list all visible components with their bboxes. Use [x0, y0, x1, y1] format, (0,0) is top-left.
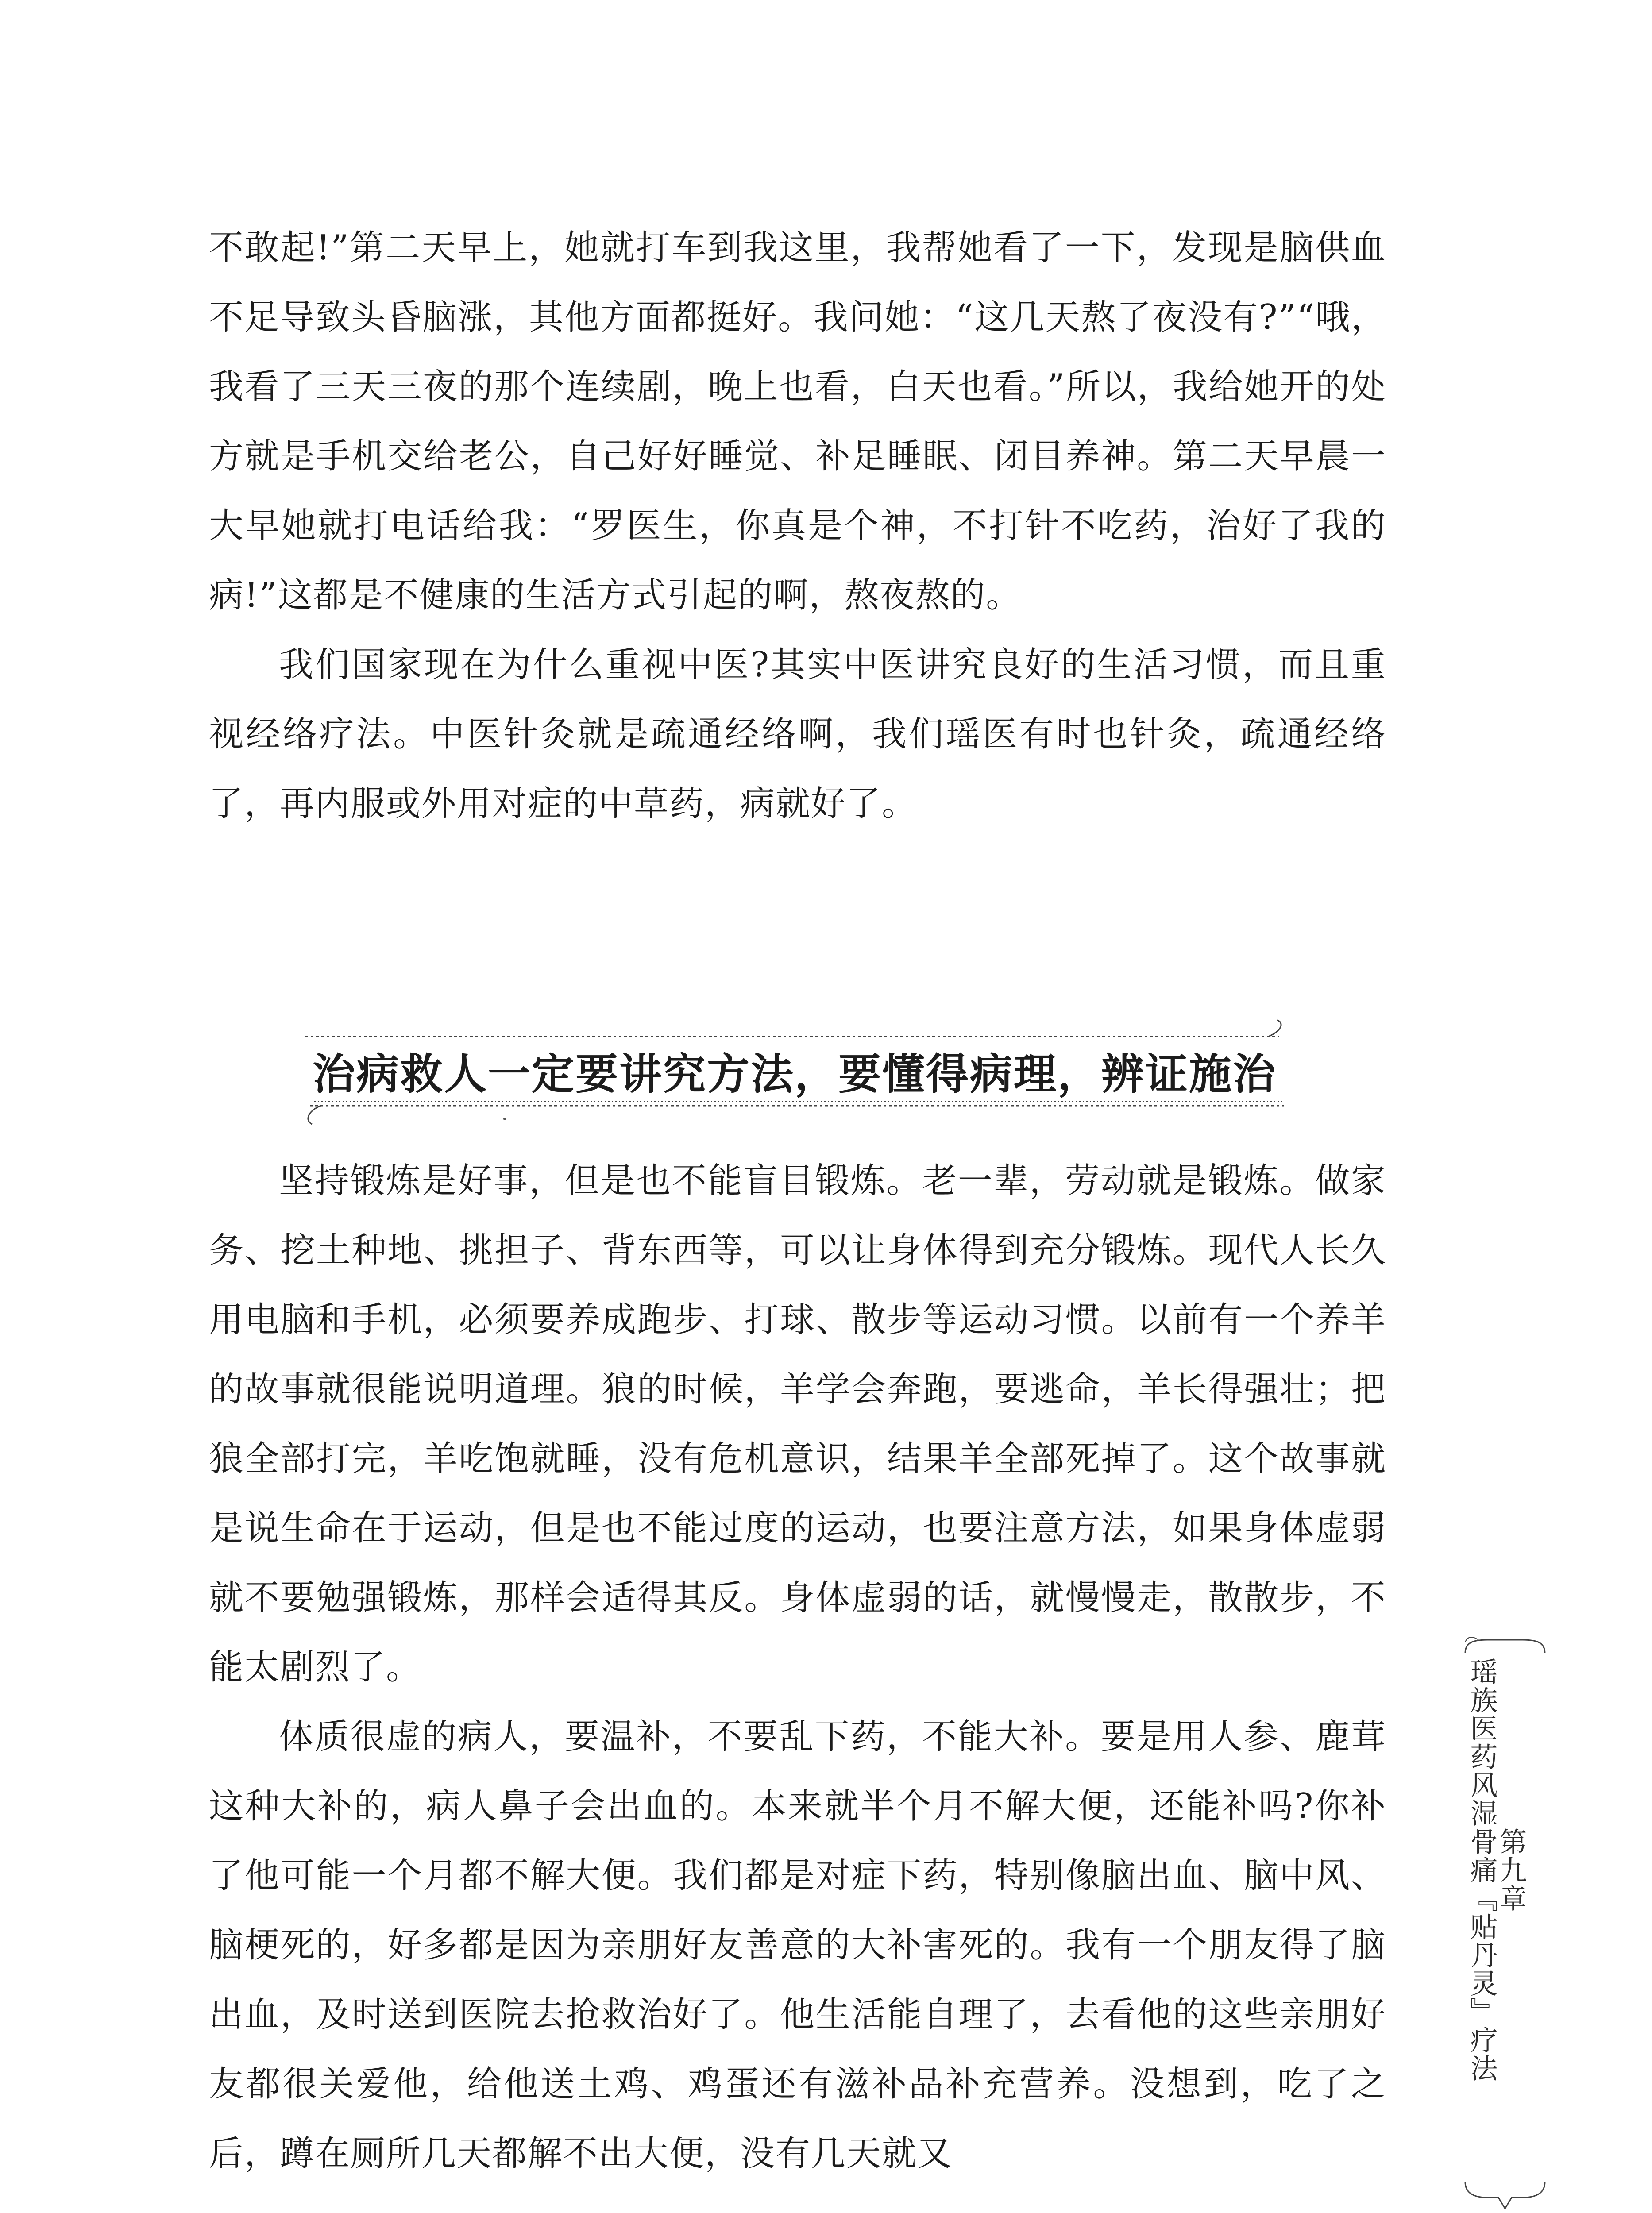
chapter-label: [1466, 1658, 1527, 2082]
chapter-title: 瑶族医药风湿骨痛『贴丹灵』疗法: [1466, 1658, 1498, 2082]
chapter-side-tab: [1461, 1633, 1549, 2213]
paragraph: 体质很虚的病人，要温补，不要乱下药，不能大补。要是用人参、鹿茸这种大补的，病人鼻子会出血的。本来就半个月不解大便，还能补吗?你补了他可能一个月都不解大便。我们都是对症下药，特别像脑出血、脑中风、脑梗死的，好多都是因为亲朋好友善意的大补害死的。我有一个朋友得了脑出血，及时送到医院去抢救治好了。他生活能自理了，去看他的这些亲朋好友都很关爱他，给他送土鸡、鸡蛋还有滋补品补充营养。没想到，吃了之后，蹲在厕所几天都解不出大便，没有几天就又: [209, 1717, 1386, 2174]
chapter-number: 第九章: [1495, 1827, 1527, 1912]
paragraph: 我们国家现在为什么重视中医?其实中医讲究良好的生活习惯，而且重视经络疗法。中医针灸就是疏通经络啊，我们瑶医有时也针灸，疏通经络了，再内服或外用对症的中草药，病就好了。: [209, 645, 1386, 824]
section-heading-frame: [305, 1018, 1284, 1129]
body-text-bottom: [209, 1146, 1386, 2189]
section-heading: 治病救人一定要讲究方法，要懂得病理，辨证施治: [313, 1049, 1277, 1099]
paragraph: 不敢起!”第二天早上，她就打车到我这里，我帮她看了一下，发现是脑供血不足导致头昏脑涨，其他方面都挺好。我问她：“这几天熬了夜没有?”“哦，我看了三天三夜的那个连续剧，晚上也看，白天也看。”所以，我给她开的处方就是手机交给老公，自己好好睡觉、补足睡眠、闭目养神。第二天早晨一大早她就打电话给我：“罗医生，你真是个神，不打针不吃药，治好了我的病!”这都是不健康的生活方式引起的啊，熬夜熬的。: [209, 228, 1386, 615]
body-text-top: [209, 213, 1386, 839]
paragraph: 坚持锻炼是好事，但是也不能盲目锻炼。老一辈，劳动就是锻炼。做家务、挖土种地、挑担子、背东西等，可以让身体得到充分锻炼。现代人长久用电脑和手机，必须要养成跑步、打球、散步等运动习惯。以前有一个养羊的故事就很能说明道理。狼的时候，羊学会奔跑，要逃命，羊长得强壮；把狼全部打完，羊吃饱就睡，没有危机意识，结果羊全部死掉了。这个故事就是说生命在于运动，但是也不能过度的运动，也要注意方法，如果身体虚弱就不要勉强锻炼，那样会适得其反。身体虚弱的话，就慢慢走，散散步，不能太剧烈了。: [209, 1161, 1386, 1687]
